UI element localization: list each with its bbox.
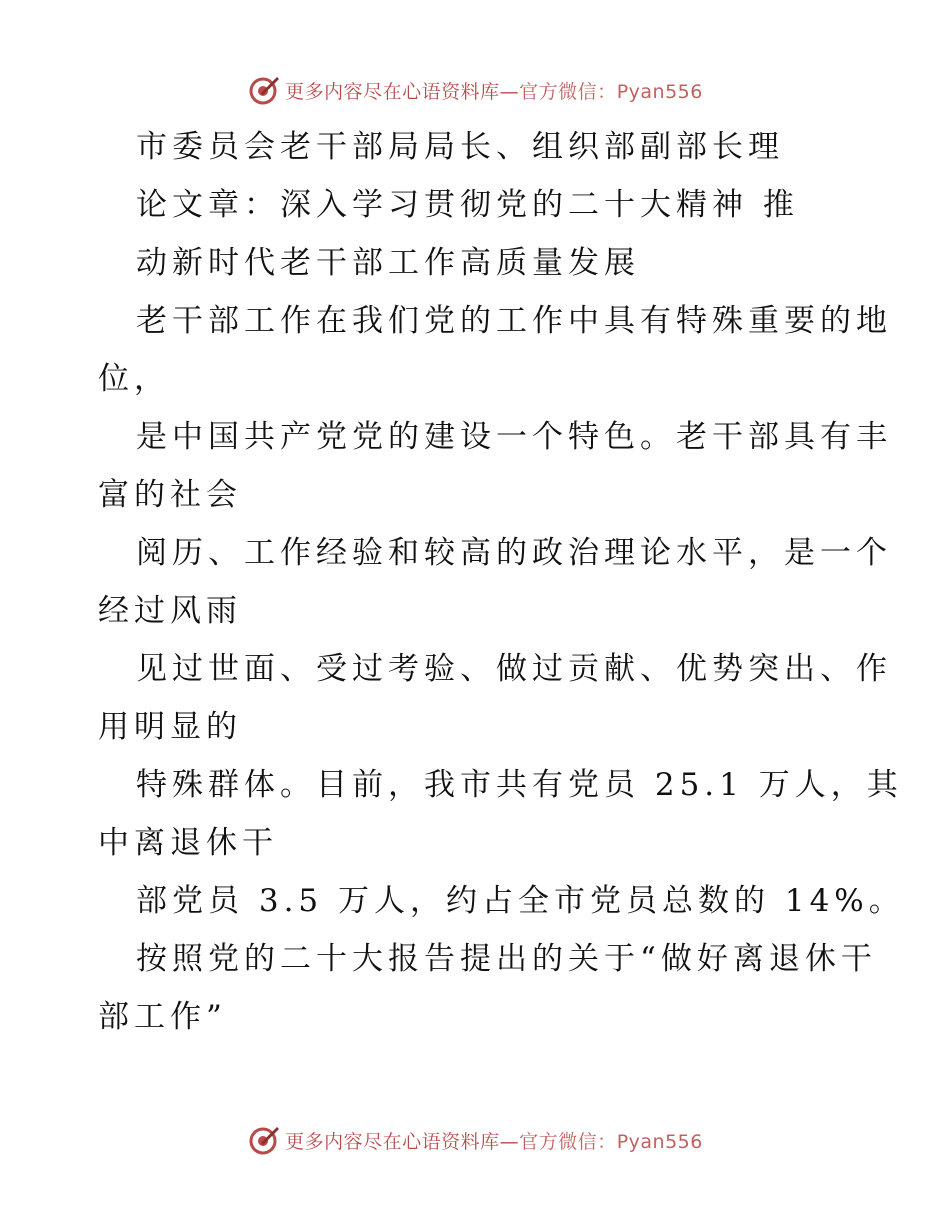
pen-logo-icon (247, 1123, 281, 1157)
text-line-2: 论文章：深入学习贯彻党的二十大精神 推 (136, 187, 799, 223)
text-line-3: 动新时代老干部工作高质量发展 (136, 245, 640, 281)
header-dash: — (499, 80, 520, 103)
text-line-9: 经过风雨 (98, 593, 242, 629)
text-line-15: 按照党的二十大报告提出的关于“做好离退休干 (136, 941, 877, 977)
text-line-12: 特殊群体。目前，我市共有党员 25.1 万人，其 (136, 767, 903, 803)
text-line-1: 市委员会老干部局局长、组织部副部长理 (136, 129, 784, 165)
text-line-7: 富的社会 (98, 477, 242, 513)
text-line-8: 阅历、工作经验和较高的政治理论水平，是一个 (136, 535, 892, 571)
footer-watermark (247, 1123, 703, 1157)
footer-official-label: 官方微信： (519, 1130, 617, 1153)
text-line-4: 老干部工作在我们党的工作中具有特殊重要的地 (136, 303, 892, 339)
text-line-5: 位， (98, 361, 170, 397)
footer-wechat-id: Pyan556 (616, 1130, 703, 1153)
pen-logo-icon (247, 73, 281, 107)
header-watermark-banner (0, 70, 950, 110)
footer-dash: — (499, 1130, 520, 1153)
document-body (98, 118, 905, 1046)
footer-watermark-banner (0, 1120, 950, 1160)
header-official-label: 官方微信： (519, 80, 617, 103)
text-line-10: 见过世面、受过考验、做过贡献、优势突出、作 (136, 651, 892, 687)
footer-site-name: 更多内容尽在心语资料库 (285, 1130, 500, 1153)
text-line-14: 部党员 3.5 万人，约占全市党员总数的 14%。 (136, 883, 905, 919)
header-watermark-text (285, 77, 703, 104)
text-line-13: 中离退休干 (98, 825, 278, 861)
text-line-16: 部工作” (98, 999, 227, 1035)
header-wechat-id: Pyan556 (616, 80, 703, 103)
header-watermark (247, 73, 703, 107)
text-line-6: 是中国共产党党的建设一个特色。老干部具有丰 (136, 419, 892, 455)
text-line-11: 用明显的 (98, 709, 242, 745)
footer-watermark-text (285, 1127, 703, 1154)
header-site-name: 更多内容尽在心语资料库 (285, 80, 500, 103)
